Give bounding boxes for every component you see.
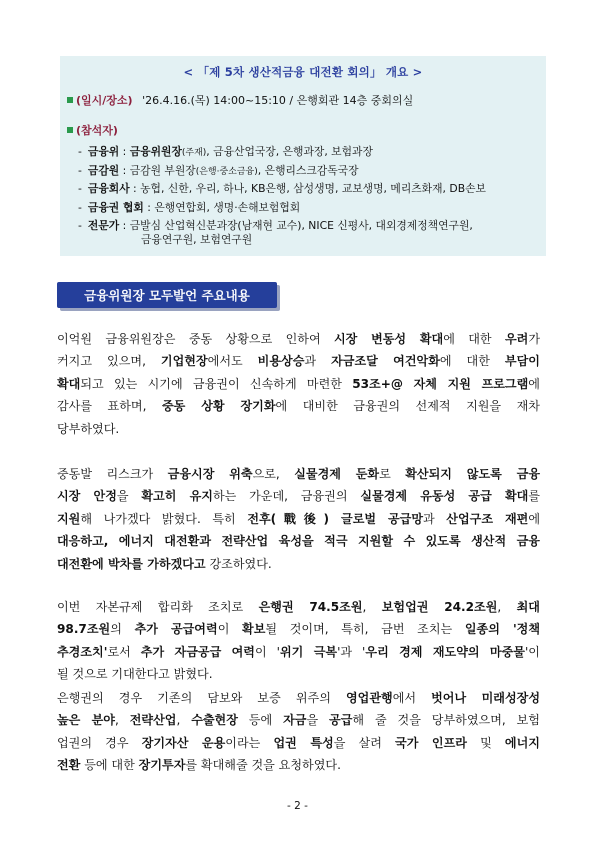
text-run: : 금감원 부원장 (119, 164, 196, 177)
attendees-header (67, 122, 118, 138)
emphasis-text: 비용상승 (257, 354, 305, 369)
emphasis-text: 우려 (504, 332, 529, 346)
text-run: 당부하였다. (57, 421, 120, 436)
dash-bullet: - (78, 164, 82, 177)
text-run: 및 (466, 735, 505, 750)
body-line (57, 711, 540, 728)
text-run: : 은행연합회, 생명·손해보험협회 (143, 201, 301, 214)
emphasis-text: 자금 (283, 713, 307, 728)
text-run: 될 것이며, 특히, 금번 조치는 (265, 622, 465, 637)
text-run: : (119, 145, 130, 158)
text-run: 업권의 경우 (57, 735, 142, 750)
text-run: 해 줄 것을 당부하였으며, 보험 (352, 713, 540, 728)
emphasis-text: 보험업권 24.2조원 (381, 600, 498, 614)
body-line (57, 510, 540, 527)
text-run: 를 확대해줄 것을 요청하였다. (185, 758, 341, 773)
emphasis-text: 확보 (242, 622, 266, 637)
emphasis-text: 확대 (57, 376, 81, 391)
text-run: 될 것으로 기대한다고 밝혔다. (57, 667, 213, 682)
square-bullet-icon (67, 97, 73, 103)
body-line (57, 734, 540, 751)
text-run: , 금융산업국장, 은행과장, 보험과장 (206, 145, 373, 158)
text-run: 이 (217, 622, 243, 637)
text-run: 로 (379, 467, 406, 481)
text-run: : 농협, 신한, 우리, 하나, KB은행, 삼성생명, 교보생명, 메리츠화재, DB손보 (129, 182, 486, 195)
body-line (57, 352, 540, 369)
emphasis-text: 시장 안정 (57, 489, 117, 504)
text-run: '과 ' (337, 644, 366, 659)
emphasis-text: 지원 (57, 511, 81, 526)
body-line (57, 643, 540, 660)
body-line (57, 375, 540, 392)
text-run: 가 (528, 332, 540, 346)
body-line (57, 465, 540, 482)
body-line (57, 420, 540, 437)
body-line (57, 487, 540, 504)
text-run: 에서 (392, 691, 432, 705)
schedule-value: '26.4.16.(목) 14:00~15:10 / 은행회관 14층 중회의실 (142, 94, 414, 107)
body-line (57, 756, 540, 773)
text-run: 이번 자본규제 합리화 조치로 (57, 600, 259, 614)
text-run: 등에 대한 (80, 758, 139, 773)
emphasis-text: 영업관행 (345, 691, 393, 705)
text-run: 에 대한 (443, 332, 505, 346)
meeting-summary-box (60, 56, 546, 256)
text-run: 이억원 금융위원장은 중동 상황으로 인하여 (57, 332, 334, 346)
emphasis-text: 대응하고, 에너지 대전환과 전략산업 육성을 적극 지원할 수 있도록 생산적 금융 (57, 534, 540, 549)
attendees-label: (참석자) (76, 124, 118, 137)
text-run: 를 (528, 489, 540, 504)
dash-bullet: - (78, 219, 82, 232)
attendee-org: 금융회사 (87, 182, 130, 195)
dash-bullet: - (78, 182, 82, 195)
body-line (57, 665, 540, 682)
text-run: 에 대한 (439, 354, 505, 369)
body-line (57, 689, 540, 706)
emphasis-text: 전후(戰後) 글로벌 공급망 (247, 511, 424, 526)
body-line (57, 397, 540, 414)
emphasis-text: 벗어나 미래성장성 (431, 691, 541, 705)
text-run: 커지고 있으며, (57, 354, 161, 369)
emphasis-text: 업권 특성 (273, 735, 334, 750)
section-header (57, 282, 277, 308)
text-run: 해 나가겠다 밝혔다. 특히 (80, 511, 248, 526)
section-title: 금융위원장 모두발언 주요내용 (84, 288, 250, 303)
text-run: 강조하였다. (205, 556, 272, 571)
emphasis-text: 추가 공급여력 (134, 622, 218, 637)
emphasis-text: 전환 (57, 758, 81, 773)
text-run: 이라는 (225, 735, 274, 750)
meeting-summary-title: < 「제 5차 생산적금융 대전환 회의」 개요 > (183, 65, 423, 79)
text-run: , 은행리스크감독국장 (257, 164, 359, 177)
emphasis-text: 중동 상황 장기화 (161, 399, 276, 414)
text-run: 과 (423, 511, 447, 526)
emphasis-text: 자금조달 여건악화 (331, 354, 440, 369)
text-run: 되고 있는 시기에 금융권이 신속하게 마련한 (80, 376, 353, 391)
attendee-row (78, 181, 486, 196)
body-line (57, 330, 540, 347)
emphasis-text: 최대 (516, 600, 540, 614)
text-run: : 금발심 산업혁신분과장(남재현 교수), NICE 신평사, 대외경제정책연구원, (119, 219, 473, 232)
emphasis-text: 은행권 74.5조원 (258, 600, 363, 614)
emphasis-text: 확고히 유지 (141, 489, 213, 504)
square-bullet-icon (67, 127, 73, 133)
text-run: 감사를 표하며, (57, 399, 162, 414)
text-run: 로서 (107, 644, 141, 659)
emphasis-text: 실물경제 유동성 공급 확대 (360, 489, 529, 504)
emphasis-text: 시장 변동성 확대 (334, 332, 444, 346)
emphasis-text: 국가 인프라 (395, 735, 467, 750)
attendee-continuation: 금융연구원, 보험연구원 (141, 233, 253, 246)
emphasis-text: 부담이 (504, 354, 540, 369)
schedule-label: (일시/장소) (76, 94, 133, 107)
attendee-org: 전문가 (87, 219, 120, 232)
emphasis-text: 일종의 '정책 (464, 622, 541, 637)
attendee-org: 금융권 협회 (87, 201, 144, 214)
text-run: 의 (110, 622, 135, 637)
emphasis-text: 금융위원장 (129, 145, 182, 158)
text-run: 을 살려 (333, 735, 396, 750)
text-run: 에 (528, 376, 540, 391)
dash-bullet: - (78, 201, 82, 214)
attendee-row (78, 163, 359, 178)
text-run: '이 (524, 644, 540, 659)
text-run: 이 ' (254, 644, 280, 659)
emphasis-text: 우리 경제 재도약의 마중물 (365, 644, 525, 659)
text-run: 에서도 (207, 354, 258, 369)
emphasis-text: 위기 극복 (279, 644, 338, 659)
emphasis-text: 53조+@ 자체 지원 프로그램 (352, 376, 529, 391)
emphasis-text: 확산되지 않도록 금융 (405, 467, 540, 481)
text-run: 등에 (237, 713, 284, 728)
attendee-row (78, 218, 473, 233)
emphasis-text: 대전환에 박차를 가하겠다고 (57, 556, 206, 571)
text-run: 에 (528, 511, 540, 526)
attendee-row (78, 144, 373, 159)
emphasis-text: 장기투자 (138, 758, 186, 773)
text-run: (주재) (181, 148, 207, 158)
text-run: 과 (304, 354, 332, 369)
text-run: (은행·중소금융) (195, 167, 258, 177)
text-run: 하는 가운데, 금융권의 (212, 489, 361, 504)
text-run: , (114, 713, 130, 728)
body-line (57, 598, 540, 615)
body-line (57, 555, 540, 572)
text-run: , (362, 600, 382, 614)
emphasis-text: 수출현장 (191, 713, 238, 728)
body-line (57, 532, 540, 549)
emphasis-text: 전략산업 (129, 713, 177, 728)
page-number: - 2 - (287, 800, 308, 812)
emphasis-text: 추가 자금공급 여력 (140, 644, 255, 659)
text-run: 은행권의 경우 기존의 담보와 보증 위주의 (57, 691, 346, 705)
attendee-org: 금융위 (87, 145, 120, 158)
emphasis-text: 추경조치' (57, 644, 108, 659)
emphasis-text: 실물경제 둔화 (294, 467, 380, 481)
body-line (57, 620, 540, 637)
attendee-org: 금감원 (87, 164, 120, 177)
text-run: 에 대비한 금융권의 선제적 지원을 재차 (275, 399, 540, 414)
emphasis-text: 에너지 (504, 735, 540, 750)
text-run: 중동발 리스크가 (57, 467, 168, 481)
emphasis-text: 장기자산 운용 (141, 735, 226, 750)
text-run: 을 (116, 489, 142, 504)
emphasis-text: 기업현장 (160, 354, 208, 369)
schedule-row (67, 92, 413, 108)
emphasis-text: 공급 (329, 713, 353, 728)
text-run: 을 (306, 713, 330, 728)
text-run: , (497, 600, 517, 614)
emphasis-text: 98.7조원 (57, 622, 111, 637)
emphasis-text: 높은 분야 (57, 713, 115, 728)
text-run: 으로, (252, 467, 295, 481)
attendee-row (78, 200, 300, 215)
emphasis-text: 산업구조 재편 (446, 511, 529, 526)
text-run: , (176, 713, 192, 728)
dash-bullet: - (78, 145, 82, 158)
emphasis-text: 금융시장 위축 (167, 467, 253, 481)
